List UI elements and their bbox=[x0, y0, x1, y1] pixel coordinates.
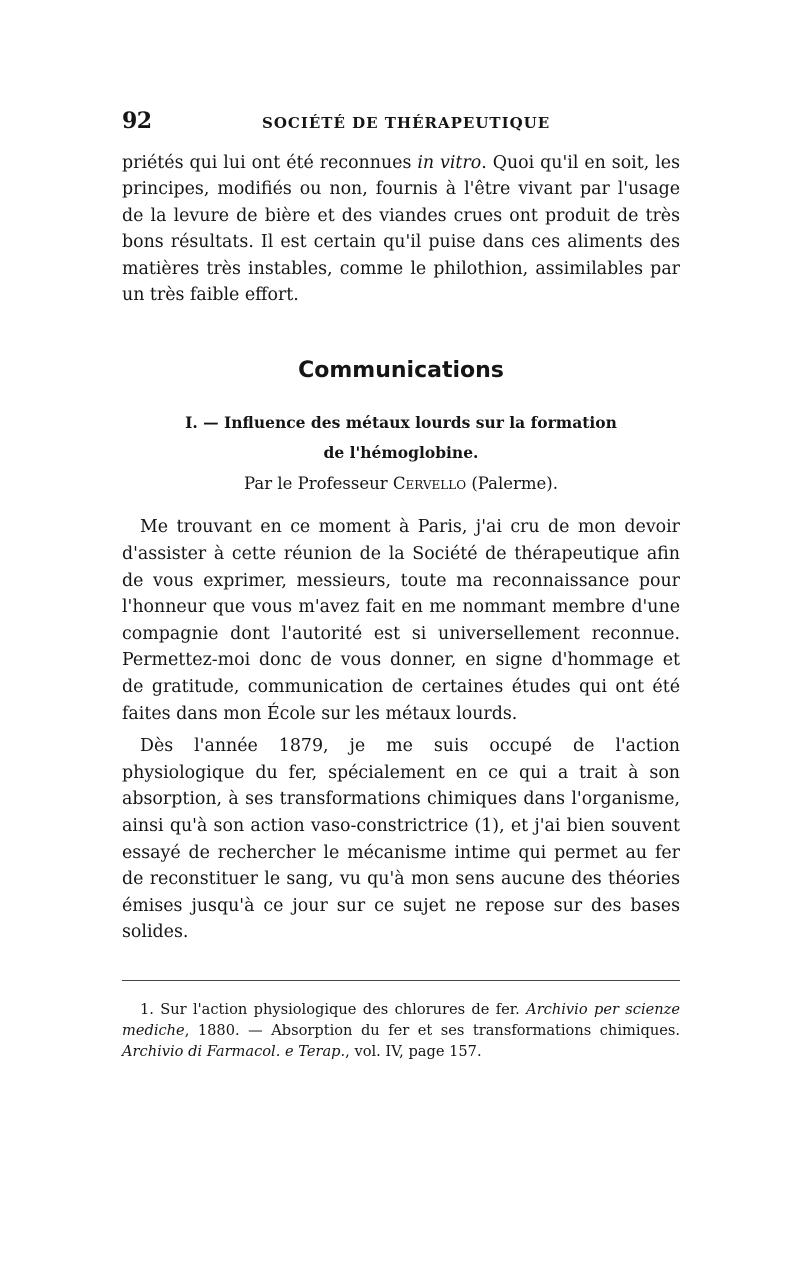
footnote-part1: 1. Sur l'action physiologique des chlorures de fer. bbox=[140, 1000, 527, 1018]
footnote-rule bbox=[122, 980, 680, 981]
page bbox=[122, 108, 680, 1062]
footnote-italic2: Archivio di Farmacol. e Terap. bbox=[122, 1042, 346, 1060]
continuation-italic: in vitro bbox=[417, 153, 482, 173]
article-title bbox=[122, 408, 680, 468]
paragraph-1: Me trouvant en ce moment à Paris, j'ai cru de mon devoir d'assister à cette réunion de la Société de thérapeutique afin de vous exprimer, messieurs, toute ma reconnaissance pour l'honneur que vous m'avez fait en me nommant membre d'une compagnie dont l'autorité est si universellement reconnue. Permettez-moi donc de vous donner, en signe d'hommage et de gratitude, communication de certaines études qui ont été faites dans mon École sur les métaux lourds. bbox=[122, 517, 680, 724]
byline-prefix: Par le Professeur bbox=[244, 474, 393, 494]
running-head bbox=[122, 108, 680, 144]
byline-suffix: (Palerme). bbox=[466, 474, 558, 494]
continuation-paragraph bbox=[122, 150, 680, 308]
footnote-part2: , 1880. — Absorption du fer et ses transformations chimiques. bbox=[184, 1021, 680, 1039]
page-number: 92 bbox=[122, 108, 152, 134]
continuation-text-start: priétés qui lui ont été reconnues bbox=[122, 153, 418, 173]
footnote bbox=[122, 999, 680, 1062]
byline-author: Cervello bbox=[392, 474, 467, 494]
continuation-text-end: . Quoi qu'il en soit, les principes, modifiés ou non, fournis à l'être vivant par l'usage de la levure de bière et des viandes crues ont produit de très bons résultats. Il est certain qu'il puise dans ces aliments des matières très instables, comme le philothion, assimilables par un très faible effort. bbox=[122, 153, 680, 306]
journal-title: SOCIÉTÉ DE THÉRAPEUTIQUE bbox=[262, 114, 551, 132]
footnote-part3: , vol. IV, page 157. bbox=[345, 1042, 482, 1060]
article-title-line1: I. — Influence des métaux lourds sur la formation bbox=[185, 413, 617, 433]
footnote-italic1: Archivio per scienze mediche bbox=[122, 1000, 680, 1039]
section-heading: Communications bbox=[298, 358, 504, 384]
article-title-line2: de l'hémoglobine. bbox=[323, 443, 479, 463]
byline bbox=[122, 474, 680, 514]
paragraph-2: Dès l'année 1879, je me suis occupé de l'action physiologique du fer, spécialement en ce qui a trait à son absorption, à ses transformations chimiques dans l'organisme, ainsi qu'à son action vaso-constrictrice (1), et j'ai bien souvent essayé de rechercher le mécanisme intime qui permet au fer de reconstituer le sang, vu qu'à mon sens aucune des théories émises jusqu'à ce jour sur ce sujet ne repose sur des bases solides. bbox=[122, 736, 680, 943]
